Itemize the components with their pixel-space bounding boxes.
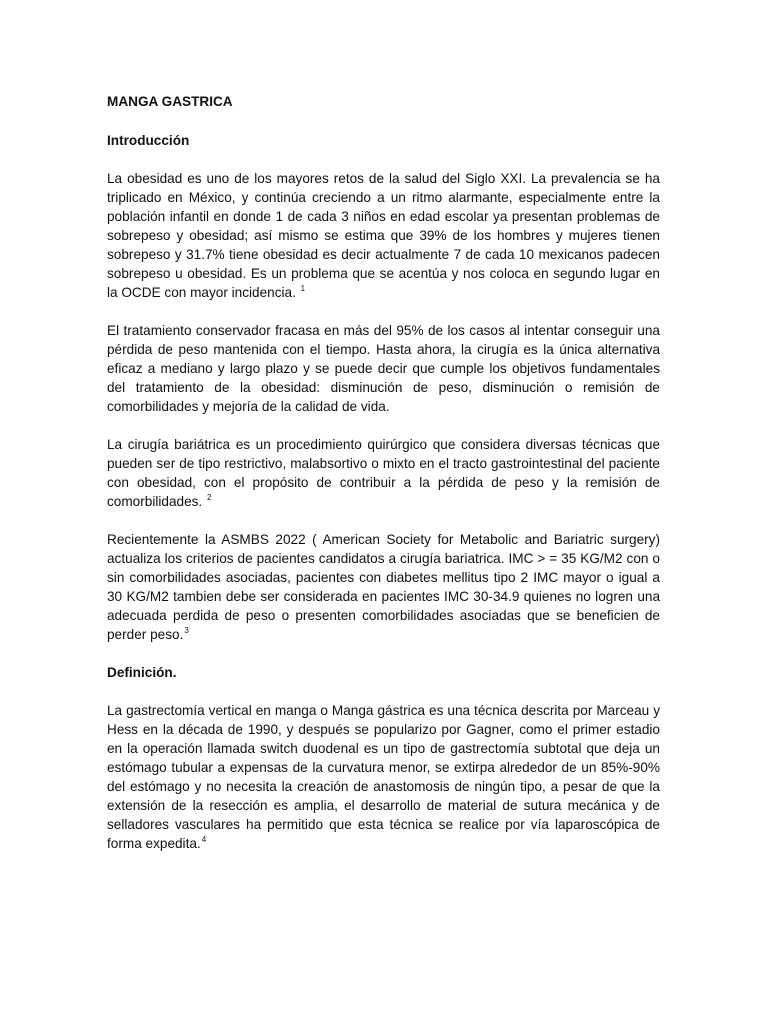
footnote-ref: 2 [206,493,212,503]
section-heading-definicion: Definición. [107,665,177,680]
document-body [107,92,660,872]
intro-paragraph-4 [107,530,660,644]
paragraph-text: La gastrectomía vertical en manga o Manga gástrica es una técnica descrita por Marceau y Hess en la década de 1990, y después se popularizo por Gagner, como el primer estadio en la operación llamada switch duodenal es un tipo de gastrectomía subtotal que deja un estómago tubular a expensas de la curvatura menor, se extirpa alrededor de un 85%-90% del estómago y no necesita la creación de anastomosis de ningún tipo, a pesar de que la extensión de la resección es amplia, el desarrollo de material de sutura mecánica y de selladores vasculares ha permitido que esta técnica se realice por vía laparoscópica de forma expedita. [107,703,660,851]
document-title: MANGA GASTRICA [107,94,233,109]
paragraph-text: La cirugía bariátrica es un procedimiento quirúrgico que considera diversas técnicas que pueden ser de tipo restrictivo, malabsortivo o mixto en el tracto gastrointestinal del paciente con obesidad, con el propósito de contribuir a la pérdida de peso y la remisión de comorbilidades. [107,437,660,509]
definition-paragraph-1 [107,701,660,853]
paragraph-text: Recientemente la ASMBS 2022 ( American Society for Metabolic and Bariatric surgery) actualiza los criterios de pacientes candidatos a cirugía bariatrica. IMC > = 35 KG/M2 con o sin comorbilidades asociadas, pacientes con diabetes mellitus tipo 2 IMC mayor o igual a 30 KG/M2 tambien debe ser considerada en pacientes IMC 30-34.9 quienes no logren una adecuada perdida de peso o presenten comorbilidades asociadas que se beneficien de perder peso. [107,532,660,642]
intro-paragraph-3 [107,435,660,511]
footnote-ref: 4 [201,835,207,845]
section-heading-introduccion: Introducción [107,133,190,148]
intro-paragraph-2 [107,321,660,416]
paragraph-text: El tratamiento conservador fracasa en más del 95% de los casos al intentar conseguir una pérdida de peso mantenida con el tiempo. Hasta ahora, la cirugía es la única alternativa eficaz a mediano y largo plazo y se puede decir que cumple los objetivos fundamentales del tratamiento de la obesidad: disminución de peso, disminución o remisión de comorbilidades y mejoría de la calidad de vida. [107,323,660,414]
paragraph-text: La obesidad es uno de los mayores retos de la salud del Siglo XXI. La prevalencia se ha triplicado en México, y continúa creciendo a un ritmo alarmante, especialmente entre la población infantil en donde 1 de cada 3 niños en edad escolar ya presentan problemas de sobrepeso y obesidad; así mismo se estima que 39% de los hombres y mujeres tienen sobrepeso y 31.7% tiene obesidad es decir actualmente 7 de cada 10 mexicanos padecen sobrepeso u obesidad. Es un problema que se acentúa y nos coloca en segundo lugar en la OCDE con mayor incidencia. [107,171,660,300]
footnote-ref: 3 [184,626,189,636]
footnote-ref: 1 [300,284,306,294]
intro-paragraph-1 [107,169,660,302]
